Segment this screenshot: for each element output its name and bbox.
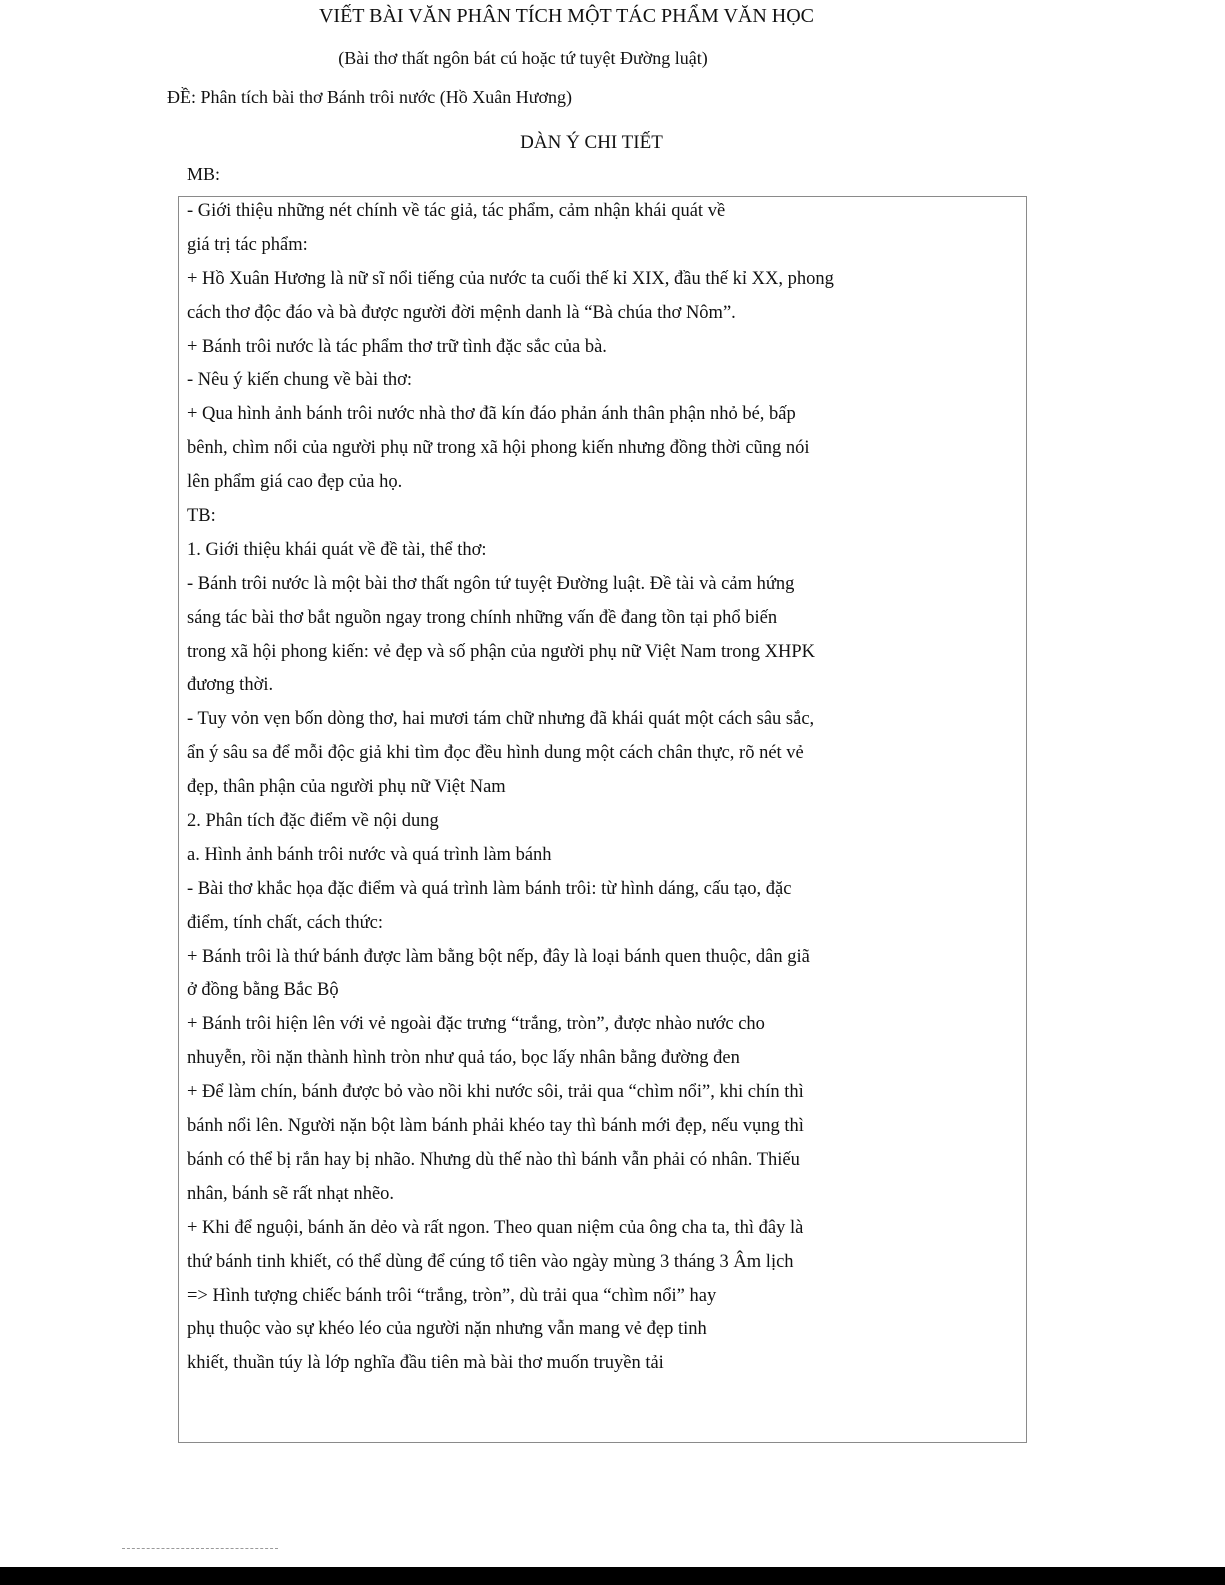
document-title: VIẾT BÀI VĂN PHÂN TÍCH MỘT TÁC PHẨM VĂN HỌC xyxy=(318,5,815,27)
outline-text-line: + Bánh trôi nước là tác phẩm thơ trữ tình đặc sắc của bà. xyxy=(187,336,607,357)
outline-text-line: ẩn ý sâu sa để mỗi độc giả khi tìm đọc đều hình dung một cách chân thực, rõ nét vẻ xyxy=(187,743,804,764)
outline-text-line: bánh có thể bị rắn hay bị nhão. Nhưng dù thế nào thì bánh vẫn phải có nhân. Thiếu xyxy=(187,1149,800,1170)
outline-text-line: lên phẩm giá cao đẹp của họ. xyxy=(187,472,403,493)
outline-text-line: ở đồng bằng Bắc Bộ xyxy=(187,980,339,1001)
outline-text-line: => Hình tượng chiếc bánh trôi “trắng, tròn”, dù trải qua “chìm nổi” hay xyxy=(187,1285,717,1306)
outline-text-line: khiết, thuần túy là lớp nghĩa đầu tiên mà bài thơ muốn truyền tải xyxy=(187,1353,664,1374)
section-label-mb: MB: xyxy=(187,164,221,184)
outline-text-line: đương thời. xyxy=(187,675,274,696)
bottom-black-bar xyxy=(0,1567,1225,1585)
outline-text-line: thứ bánh tinh khiết, có thể dùng để cúng tổ tiên vào ngày mùng 3 tháng 3 Âm lịch xyxy=(187,1251,794,1272)
outline-text-line: bánh nổi lên. Người nặn bột làm bánh phải khéo tay thì bánh mới đẹp, nếu vụng thì xyxy=(187,1116,804,1137)
outline-text-line: nhuyễn, rồi nặn thành hình tròn như quả táo, bọc lấy nhân bằng đường đen xyxy=(187,1048,740,1069)
outline-text-line: cách thơ độc đáo và bà được người đời mệnh danh là “Bà chúa thơ Nôm”. xyxy=(187,302,736,323)
outline-text-line: điểm, tính chất, cách thức: xyxy=(187,912,383,933)
outline-text-line: - Nêu ý kiến chung về bài thơ: xyxy=(187,370,413,391)
outline-heading: DÀN Ý CHI TIẾT xyxy=(520,132,663,153)
outline-text-line: TB: xyxy=(187,506,216,527)
outline-text-line: trong xã hội phong kiến: vẻ đẹp và số phận của người phụ nữ Việt Nam trong XHPK xyxy=(187,641,815,662)
outline-text-line: 2. Phân tích đặc điểm về nội dung xyxy=(187,811,439,832)
outline-text-line: - Giới thiệu những nét chính về tác giả, tác phẩm, cảm nhận khái quát về xyxy=(187,201,726,221)
outline-text-line: giá trị tác phẩm: xyxy=(187,234,308,255)
outline-text-line: nhân, bánh sẽ rất nhạt nhẽo. xyxy=(187,1183,395,1204)
outline-text-line: + Khi để nguội, bánh ăn dẻo và rất ngon. Theo quan niệm của ông cha ta, thì đây là xyxy=(187,1217,804,1238)
outline-text-line: sáng tác bài thơ bắt nguồn ngay trong chính những vấn đề đang tồn tại phổ biến xyxy=(187,607,778,628)
outline-text-line: + Để làm chín, bánh được bỏ vào nồi khi nước sôi, trải qua “chìm nổi”, khi chín thì xyxy=(187,1082,804,1103)
essay-prompt: ĐỀ: Phân tích bài thơ Bánh trôi nước (Hồ Xuân Hương) xyxy=(167,87,572,107)
outline-text-line: + Bánh trôi là thứ bánh được làm bằng bột nếp, đây là loại bánh quen thuộc, dân giã xyxy=(187,946,810,967)
outline-text-body xyxy=(187,197,1018,1383)
outline-text-line: đẹp, thân phận của người phụ nữ Việt Nam xyxy=(187,777,506,798)
outline-content-box xyxy=(178,196,1027,1443)
outline-text-line: - Bài thơ khắc họa đặc điểm và quá trình làm bánh trôi: từ hình dáng, cấu tạo, đặc xyxy=(187,878,792,899)
document-subtitle: (Bài thơ thất ngôn bát cú hoặc tứ tuyệt Đường luật) xyxy=(338,48,708,68)
outline-text-line: a. Hình ảnh bánh trôi nước và quá trình làm bánh xyxy=(187,844,552,865)
outline-text-line: 1. Giới thiệu khái quát về đề tài, thể thơ: xyxy=(187,539,487,560)
footer-divider xyxy=(122,1548,278,1549)
outline-text-line: bênh, chìm nổi của người phụ nữ trong xã hội phong kiến nhưng đồng thời cũng nói xyxy=(187,438,810,459)
outline-text-line: + Qua hình ảnh bánh trôi nước nhà thơ đã kín đáo phản ánh thân phận nhỏ bé, bấp xyxy=(187,404,796,425)
outline-text-line: - Bánh trôi nước là một bài thơ thất ngôn tứ tuyệt Đường luật. Đề tài và cảm hứng xyxy=(187,573,795,594)
outline-text-line: phụ thuộc vào sự khéo léo của người nặn nhưng vẫn mang vẻ đẹp tinh xyxy=(187,1319,707,1340)
outline-text-line: + Bánh trôi hiện lên với vẻ ngoài đặc trưng “trắng, tròn”, được nhào nước cho xyxy=(187,1014,765,1035)
outline-text-line: - Tuy vỏn vẹn bốn dòng thơ, hai mươi tám chữ nhưng đã khái quát một cách sâu sắc, xyxy=(187,709,815,730)
outline-text-line: + Hồ Xuân Hương là nữ sĩ nổi tiếng của nước ta cuối thế kỉ XIX, đầu thế kỉ XX, phong xyxy=(187,268,834,289)
